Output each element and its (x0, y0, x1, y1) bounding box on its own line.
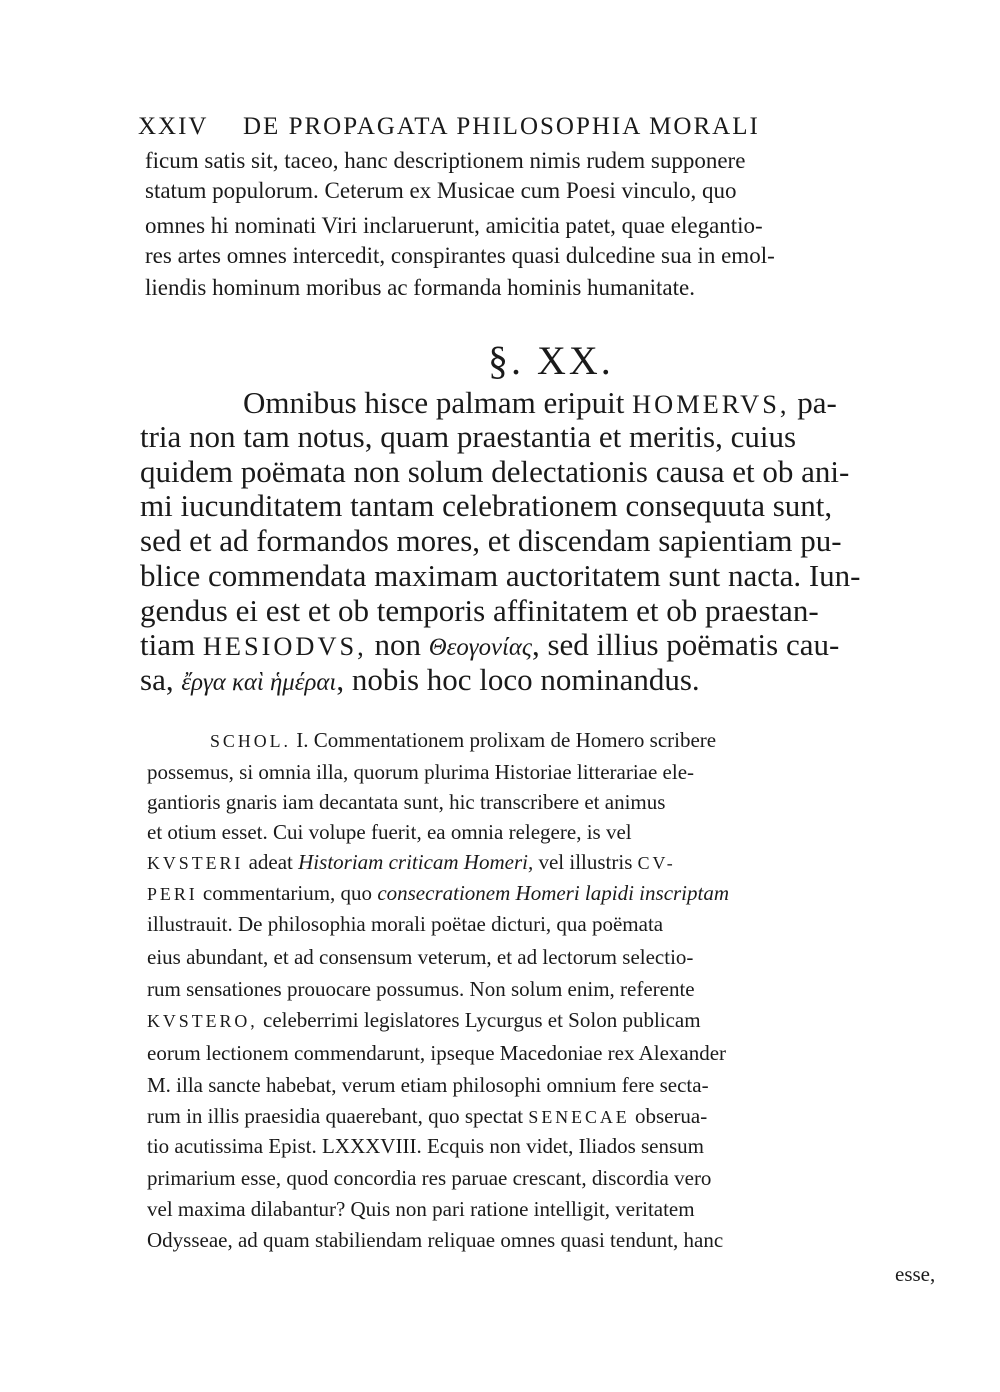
author-name-hesiod: HESIODVS, (202, 632, 367, 661)
running-header (138, 113, 858, 141)
scholium-line (147, 881, 729, 906)
scholium-text: adeat (248, 850, 293, 874)
main-text: tiam (140, 627, 196, 662)
main-line: mi iucunditatem tantam celebrationem consequuta sunt, (140, 488, 833, 523)
intro-line: res artes omnes intercedit, conspirantes quasi dulcedine sua in emol- (145, 243, 775, 268)
greek-title: Θεογονίας (428, 634, 532, 661)
catchword: esse, (895, 1262, 936, 1286)
scholium-line: possemus, si omnia illa, quorum plurima Historiae litterariae ele- (147, 760, 695, 784)
main-line: tria non tam notus, quam praestantia et meritis, cuius (140, 419, 797, 454)
scholium-line: rum sensationes prouocare possumus. Non solum enim, referente (147, 977, 695, 1001)
scholium-line: primarium esse, quod concordia res paruae crescant, discordia vero (147, 1166, 712, 1190)
section-heading: §. XX. (488, 338, 614, 383)
main-line (140, 627, 839, 663)
scholium-line (147, 1104, 707, 1129)
scholium-line: gantioris gnaris iam decantata sunt, hic transcribere et animus (147, 790, 666, 814)
scholium-text: I. Commentationem prolixam de Homero scribere (296, 728, 717, 752)
intro-line: statum populorum. Ceterum ex Musicae cum Poesi vinculo, quo (145, 178, 737, 203)
scholium-line: eorum lectionem commendarunt, ipseque Macedoniae rex Alexander (147, 1041, 727, 1065)
author-name: CV- (637, 853, 676, 873)
intro-line: ficum satis sit, taceo, hanc descriptionem nimis rudem supponere (145, 148, 746, 173)
author-name: PERI (147, 884, 198, 904)
scholium-line: M. illa sancte habebat, verum etiam philosophi omnium fere secta- (147, 1073, 709, 1097)
scholium-label: SCHOL. (210, 731, 291, 751)
author-name: SENECAE (528, 1107, 630, 1127)
scholium-text: vel illustris (538, 850, 633, 874)
author-name-homer: HOMERVS, (632, 390, 790, 419)
scholium-line: tio acutissima Epist. LXXXVIII. Ecquis non videt, Iliados sensum (147, 1134, 705, 1158)
main-line (140, 662, 700, 698)
main-text: , nobis hoc loco nominandus. (336, 662, 700, 697)
intro-line: omnes hi nominati Viri inclaruerunt, amicitia patet, quae elegantio- (145, 213, 763, 238)
scholium-line: vel maxima dilabantur? Quis non pari ratione intelligit, veritatem (147, 1197, 695, 1221)
scholium-text: celeberrimi legislatores Lycurgus et Solon publicam (263, 1008, 701, 1032)
main-text: , sed illius poëmatis cau- (531, 627, 840, 662)
scholium-line: et otium esset. Cui volupe fuerit, ea omnia relegere, is vel (147, 820, 632, 844)
scholium-text: rum in illis praesidia quaerebant, quo spectat (147, 1104, 524, 1128)
main-text: non (374, 627, 421, 662)
book-title: consecrationem Homeri lapidi inscriptam (377, 881, 730, 905)
page-number: XXIV (138, 113, 209, 140)
main-line (243, 385, 837, 421)
main-line: gendus ei est et ob temporis affinitatem et ob praestan- (140, 593, 819, 628)
intro-line: liendis hominum moribus ac formanda hominis humanitate. (145, 275, 695, 300)
scholium-text: commentarium, quo (202, 881, 373, 905)
greek-title: ἔργα καὶ ἡμέραι (181, 669, 337, 696)
main-line: blice commendata maximam auctoritatem sunt nacta. Iun- (140, 558, 861, 593)
main-text: Omnibus hisce palmam eripuit (243, 385, 625, 420)
scholium-line: eius abundant, et ad consensum veterum, et ad lectorum selectio- (147, 945, 694, 969)
main-text: sa, (140, 662, 174, 697)
scholium-text: obserua- (634, 1104, 708, 1128)
book-title: Historiam criticam Homeri, (298, 850, 534, 874)
running-title: DE PROPAGATA PHILOSOPHIA MORALI (243, 113, 760, 140)
main-line: sed et ad formandos mores, et discendam sapientiam pu- (140, 523, 842, 558)
scholium-line: Odysseae, ad quam stabiliendam reliquae omnes quasi tendunt, hanc (147, 1228, 724, 1252)
scholium-line (147, 1008, 701, 1033)
scholium-line (147, 850, 676, 875)
main-line: quidem poëmata non solum delectationis causa et ob ani- (140, 454, 850, 489)
scholium-line: illustrauit. De philosophia morali poëtae dicturi, qua poëmata (147, 912, 664, 936)
author-name: KVSTERI (147, 853, 244, 873)
author-name: KVSTERO, (147, 1011, 258, 1031)
main-text: pa- (797, 385, 837, 420)
scholium-line (210, 728, 716, 753)
